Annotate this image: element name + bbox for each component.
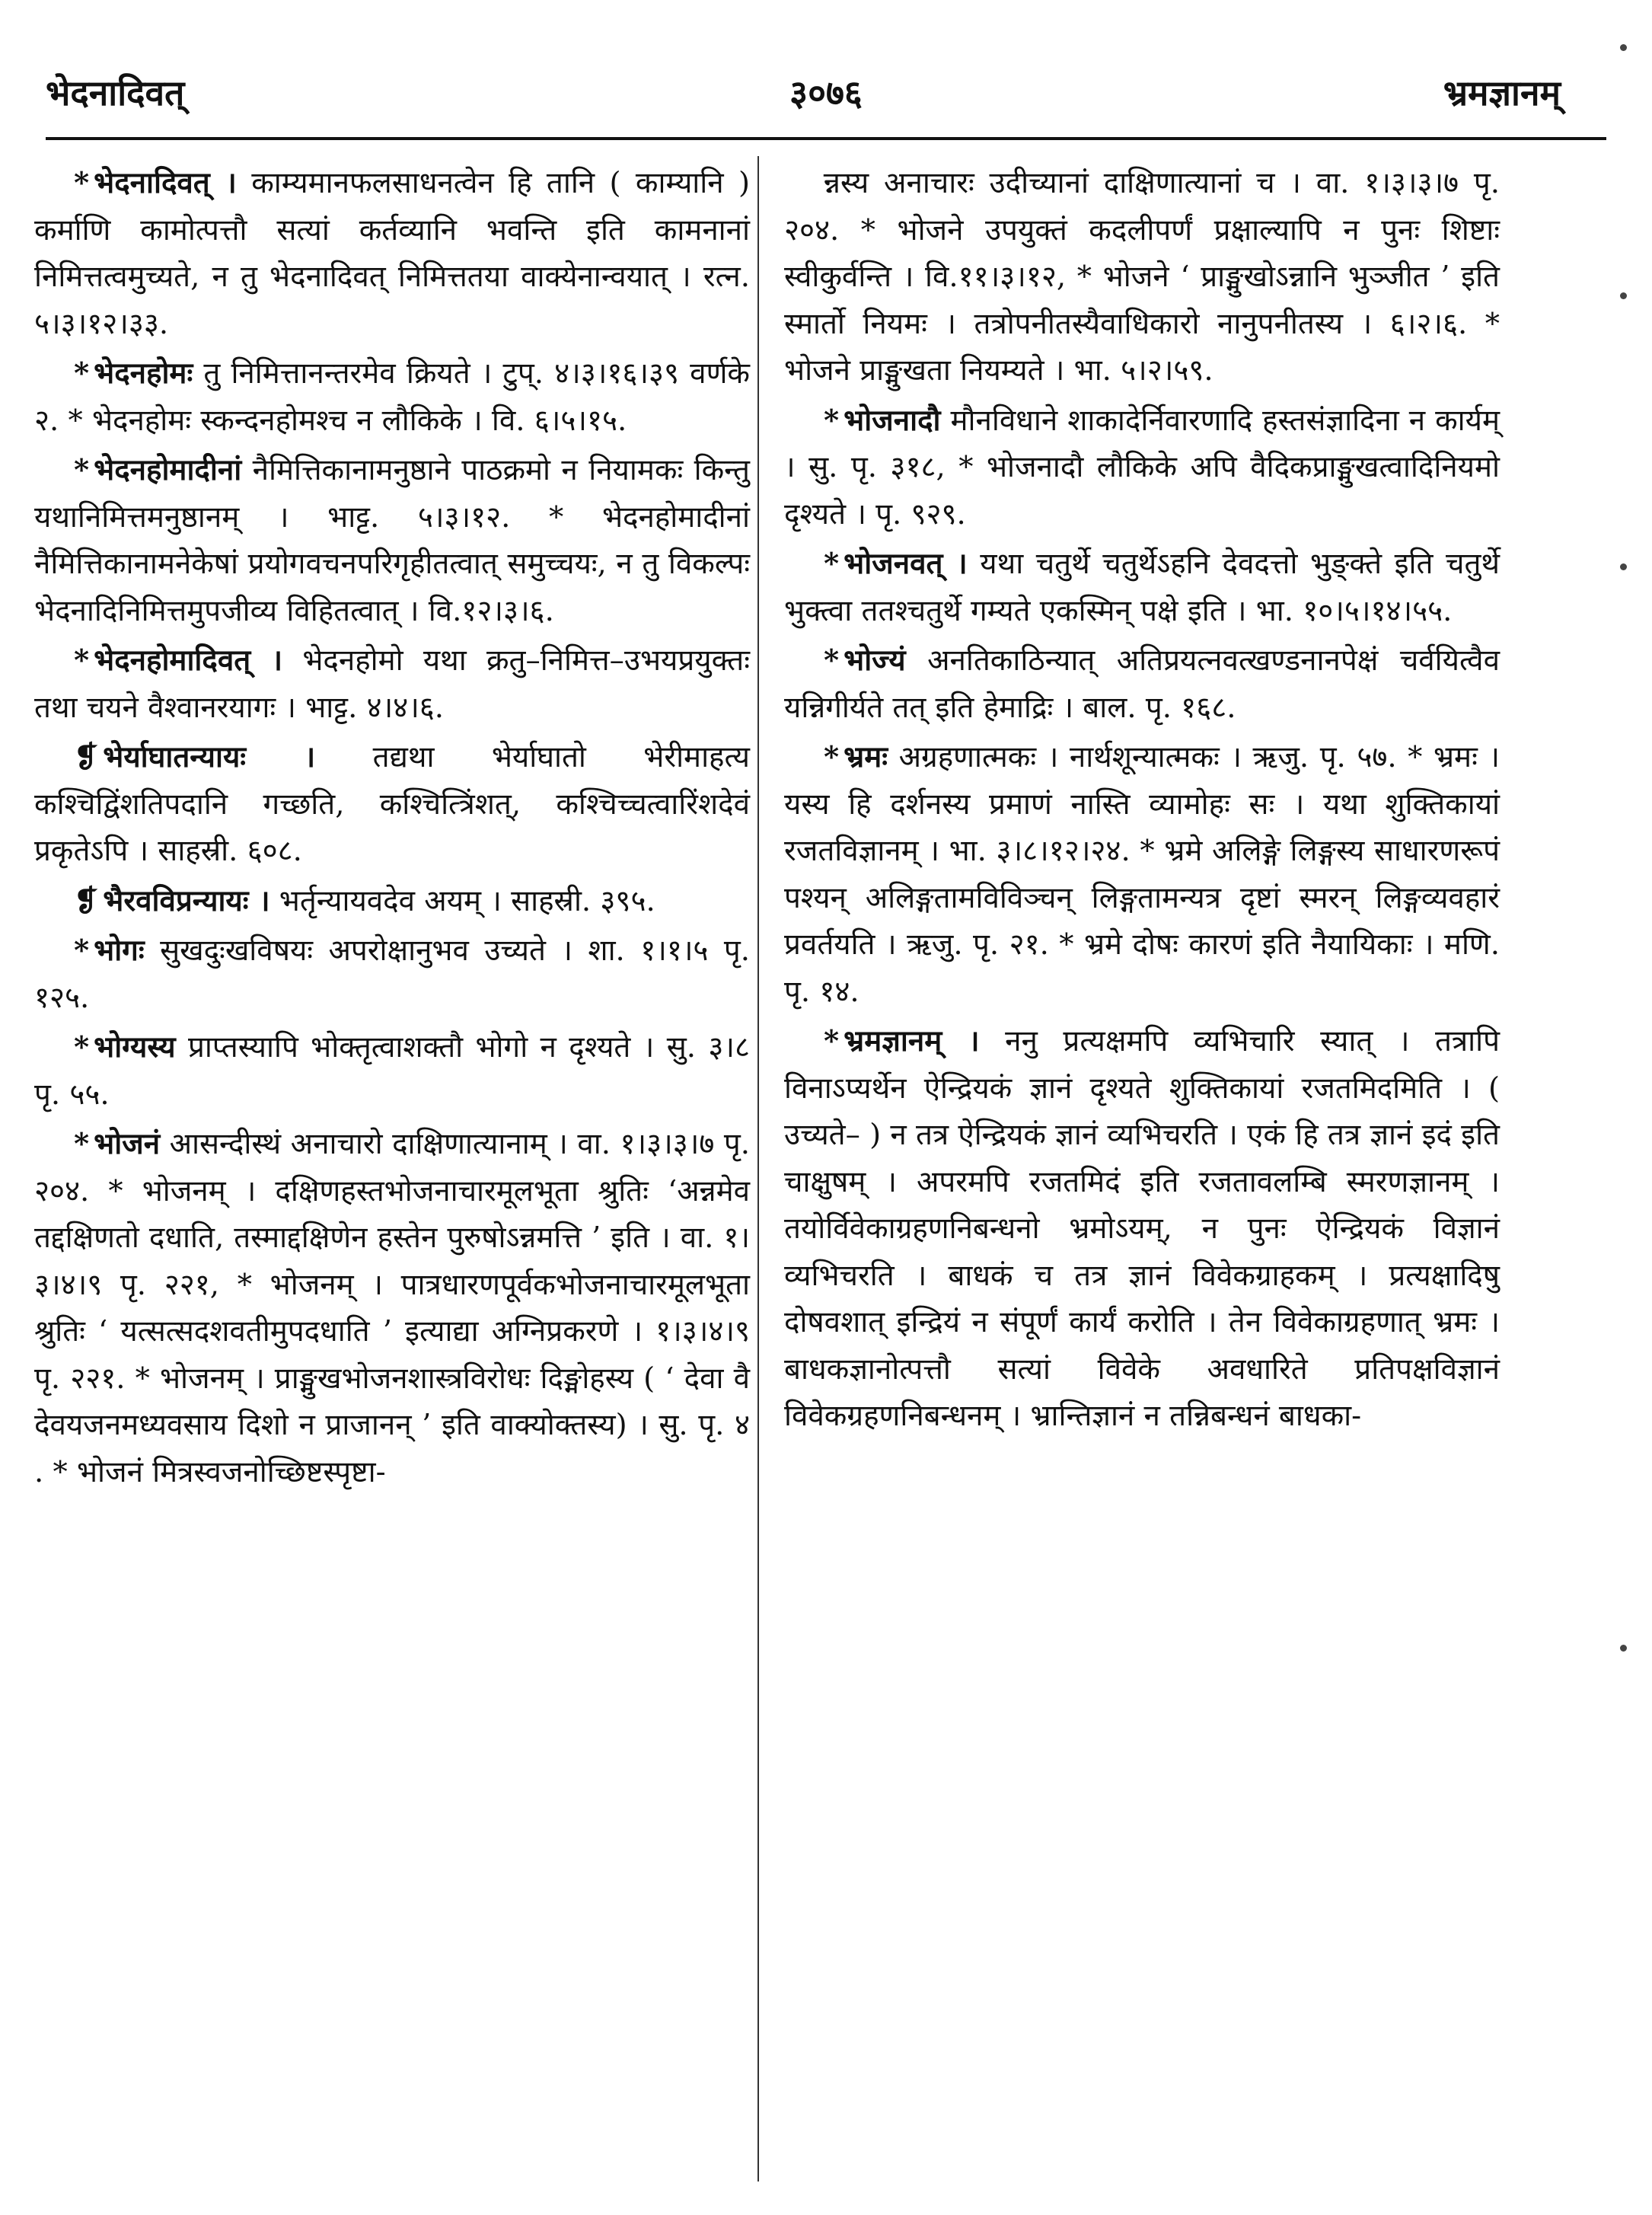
entry-headword: भोज्यं [844,643,906,678]
column-divider [757,156,759,2181]
entry-headword: भोगः [94,934,145,968]
entry-text: प्राप्तस्यापि भोक्तृत्वाशक्तौ भोगो न दृश्यते । सु. ३।८ पृ. ५५. [34,1030,750,1112]
asterisk-marker-icon: * [824,403,840,438]
entry-text: नैमित्तिकानामनुष्ठाने पाठक्रमो न नियामकः किन्तु यथानिमित्तमनुष्ठानम् । भाट्ट. ५।३।१२. * भेदनहोमादीनां नैमित्तिकानामनेकेषां प्रयोगवचनपरिगृहीतत्वात् समुच्चयः, न तु विकल्पः भेदनादिनिमित्तमुपजीव्य विहितत्वात् । वि.१२।३।६. [34,453,750,628]
entry-text: काम्यमानफलसाधनत्वेन हि तानि ( काम्यानि ) कर्माणि कामोत्पत्तौ सत्यां कर्तव्यानि भवन्ति इति कामनानां निमित्तत्वमुच्यते, न तु भेदनादिवत् निमित्ततया वाक्येनान्वयात् । रत्न. ५।३।१२।३३. [34,166,750,341]
entry-headword: भेदनहोमादीनां [94,453,242,487]
dictionary-entry [784,397,1500,538]
left-column [34,160,750,1498]
entry-headword: भेदनादिवत् । [94,166,237,200]
entry-text: यथा चतुर्थे चतुर्थेऽहनि देवदत्तो भुङ्क्ते इति चतुर्थे भुक्त्वा ततश्चतुर्थे गम्यते एकस्मिन् पक्षे इति । भा. १०।५।१४।५५. [784,547,1500,628]
entry-text: अनतिकाठिन्यात् अतिप्रयत्नवत्खण्डनानपेक्षं चर्वयित्वैव यन्निगीर्यते तत् इति हेमाद्रिः । बाल. पृ. १६८. [784,643,1500,725]
nyaya-marker-icon: ❡ [74,883,99,918]
running-head-left: भेदनादिवत् [46,72,185,113]
entry-headword: भ्रमज्ञानम् । [844,1024,980,1058]
dictionary-entry [784,734,1500,1015]
dictionary-entry [784,160,1500,394]
asterisk-marker-icon: * [74,1127,90,1161]
entry-headword: भोजनादौ [844,403,941,438]
dictionary-entry [34,447,750,634]
asterisk-marker-icon: * [74,453,90,487]
margin-dot-mark [1620,563,1627,570]
margin-dot-mark [1620,292,1627,299]
entry-headword: भेर्याघातन्यायः । [103,740,316,774]
dictionary-entry [34,927,750,1021]
entry-headword: भोजनं [94,1127,161,1161]
asterisk-marker-icon: * [74,643,90,678]
entry-text: सुखदुःखविषयः अपरोक्षानुभव उच्यते । शा. १।१।५ पृ. १२५. [34,934,750,1015]
page-header [46,69,1606,129]
asterisk-marker-icon: * [74,166,90,200]
dictionary-entry [34,878,750,925]
entry-text: भेदनहोमो यथा क्रतु–निमित्त–उभयप्रयुक्तः तथा चयने वैश्वानरयागः । भाट्ट. ४।४।६. [34,643,750,725]
asterisk-marker-icon: * [74,934,90,968]
dictionary-entry [34,1121,750,1495]
right-column [784,160,1500,1443]
dictionary-entry [784,1018,1500,1440]
entry-text: मौनविधाने शाकादेर्निवारणादि हस्तसंज्ञादिना न कार्यम् । सु. पृ. ३१८, * भोजनादौ लौकिके अपि वैदिकप्राङ्मुखत्वादिनियमो दृश्यते । पृ. ९२९. [784,403,1500,531]
entry-headword: भ्रमः [844,740,888,774]
dictionary-entry [34,160,750,347]
asterisk-marker-icon: * [824,643,840,678]
entry-headword: भेदनहोमादिवत् । [94,643,283,678]
margin-dot-mark [1620,1645,1627,1652]
running-head-right: भ्रमज्ञानम् [1443,72,1561,113]
entry-text: अग्रहणात्मकः । नार्थशून्यात्मकः । ऋजु. पृ. ५७. * भ्रमः । यस्य हि दर्शनस्य प्रमाणं नास्ति व्यामोहः सः । यथा शुक्तिकायां रजतविज्ञानम् । भा. ३।८।१२।२४. * भ्रमे अलिङ्गे लिङ्गस्य साधारणरूपं पश्यन् अलिङ्गतामविविञ्चन् लिङ्गतामन्यत्र दृष्टां स्मरन् लिङ्गव्यवहारं प्रवर्तयति । ऋजु. पृ. २१. * भ्रमे दोषः कारणं इति नैयायिकाः । मणि. पृ. १४. [784,740,1501,1009]
dictionary-entry [34,350,750,444]
page-number: ३०७६ [789,72,863,113]
entry-headword: भेदनहोमः [94,356,193,391]
entry-headword: भोजनवत् । [844,547,968,581]
dictionary-entry [34,1024,750,1118]
entry-headword: भैरवविप्रन्यायः । [103,883,270,918]
entry-text: तु निमित्तानन्तरमेव क्रियते । टुप्. ४।३।१६।३९ वर्णके २. * भेदनहोमः स्कन्दनहोमश्च न लौकिके । वि. ६।५।१५. [34,356,750,438]
asterisk-marker-icon: * [824,547,840,581]
asterisk-marker-icon: * [824,1024,840,1058]
dictionary-entry [784,637,1500,731]
dictionary-entry [34,637,750,731]
asterisk-marker-icon: * [74,1030,90,1064]
margin-dot-mark [1620,44,1627,51]
entry-text: भर्तृन्यायवदेव अयम् । साहस्री. ३९५. [279,883,655,918]
asterisk-marker-icon: * [824,740,840,774]
asterisk-marker-icon: * [74,356,90,391]
dictionary-entry [34,734,750,875]
entry-headword: भोग्यस्य [94,1030,176,1064]
entry-text: तद्यथा भेर्याघातो भेरीमाहत्य कश्चिद्विंशतिपदानि गच्छति, कश्चित्त्रिंशत्, कश्चिच्चत्वारिंशदेवं प्रकृतेऽपि । साहस्री. ६०८. [34,740,750,868]
dictionary-entry [784,541,1500,634]
nyaya-marker-icon: ❡ [74,740,99,774]
entry-text: न्नस्य अनाचारः उदीच्यानां दाक्षिणात्यानां च । वा. १।३।३।७ पृ. २०४. * भोजने उपयुक्तं कदलीपर्णं प्रक्षाल्यापि न पुनः शिष्टाः स्वीकुर्वन्ति । वि.११।३।१२, * भोजने ‘ प्राङ्मुखोऽन्नानि भुञ्जीत ’ इति स्मार्तो नियमः । तत्रोपनीतस्यैवाधिकारो नानुपनीतस्य । ६।२।६. * भोजने प्राङ्मुखता नियम्यते । भा. ५।२।५९. [784,166,1500,388]
header-rule [46,137,1606,140]
entry-text: आसन्दीस्थं अनाचारो दाक्षिणात्यानाम् । वा. १।३।३।७ पृ. २०४. * भोजनम् । दक्षिणहस्तभोजनाचारमूलभूता श्रुतिः ‘अन्नमेव तद्दक्षिणतो दधाति, तस्माद्दक्षिणेन हस्तेन पुरुषोऽन्नमत्ति ’ इति । वा. १।३।४।९ पृ. २२१, * भोजनम् । पात्रधारणपूर्वकभोजनाचारमूलभूता श्रुतिः ‘ यत्सत्सदशवतीमुपदधाति ’ इत्याद्या अग्निप्रकरणे । १।३।४।९ पृ. २२१. * भोजनम् । प्राङ्मुखभोजनशास्त्रविरोधः दिङ्मोहस्य ( ‘ देवा वै देवयजनमध्यवसाय दिशो न प्राजानन् ’ इति वाक्योक्तस्य) । सु. पृ. ४ . * भोजनं मित्रस्वजनोच्छिष्टस्पृष्टा- [34,1127,750,1489]
entry-text: ननु प्रत्यक्षमपि व्यभिचारि स्यात् । तत्रापि विनाऽप्यर्थेन ऐन्द्रियकं ज्ञानं दृश्यते शुक्तिकायां रजतमिदमिति । ( उच्यते– ) न तत्र ऐन्द्रियकं ज्ञानं व्यभिचरति । एकं हि तत्र ज्ञानं इदं इति चाक्षुषम् । अपरमपि रजतमिदं इति रजतावलम्बि स्मरणज्ञानम् । तयोर्विवेकाग्रहणनिबन्धनो भ्रमोऽयम्, न पुनः ऐन्द्रियकं विज्ञानं व्यभिचरति । बाधकं च तत्र ज्ञानं विवेकग्राहकम् । प्रत्यक्षादिषु दोषवशात् इन्द्रियं न संपूर्णं कार्यं करोति । तेन विवेकाग्रहणात् भ्रमः । बाधकज्ञानोत्पत्तौ सत्यां विवेके अवधारिते प्रतिपक्षविज्ञानं विवेकग्रहणनिबन्धनम् । भ्रान्तिज्ञानं न तन्निबन्धनं बाधका- [784,1024,1500,1433]
